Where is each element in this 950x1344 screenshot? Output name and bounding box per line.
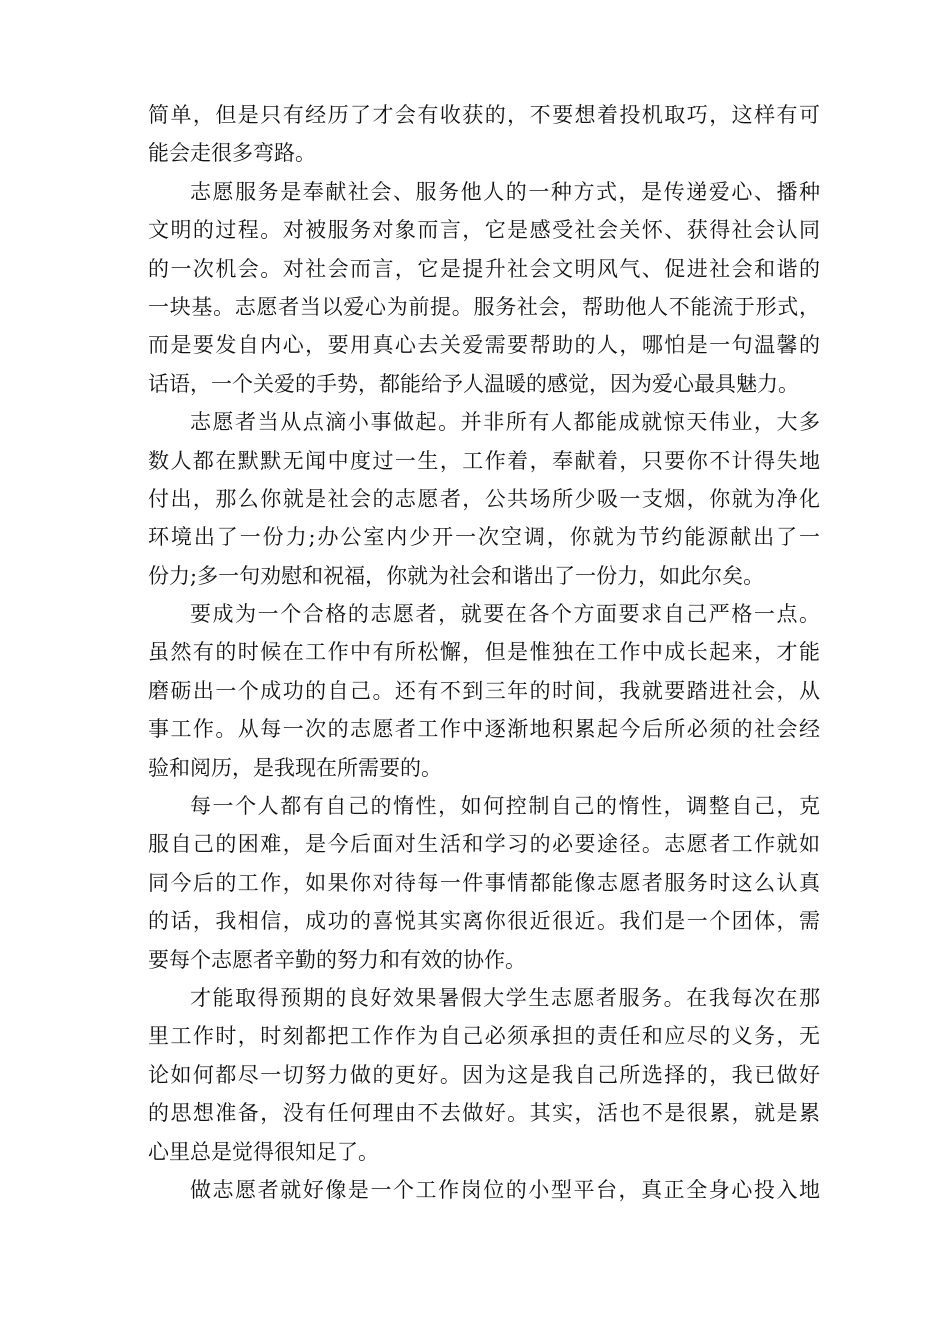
text-line: 话语，一个关爱的手势，都能给予人温暖的感觉，因为爱心最具魅力。 <box>148 371 799 396</box>
text-line: 能会走很多弯路。 <box>148 141 316 166</box>
text-line: 的话，我相信，成功的喜悦其实离你很近很近。我们是一个团体，需 <box>148 909 820 934</box>
text-line: 要每个志愿者辛勤的努力和有效的协作。 <box>148 947 526 972</box>
text-line: 才能取得预期的良好效果暑假大学生志愿者服务。在我每次在那 <box>190 985 820 1010</box>
text-line: 一块基。志愿者当以爱心为前提。服务社会，帮助他人不能流于形式， <box>148 294 820 319</box>
text-line: 的思想准备，没有任何理由不去做好。其实，活也不是很累，就是累 <box>148 1101 820 1126</box>
text-line: 每一个人都有自己的惰性，如何控制自己的惰性，调整自己，克 <box>190 794 820 819</box>
text-line: 环境出了一份力;办公室内少开一次空调，你就为节约能源献出了一 <box>148 525 820 550</box>
text-line: 志愿服务是奉献社会、服务他人的一种方式，是传递爱心、播种 <box>190 179 820 204</box>
text-line: 磨砺出一个成功的自己。还有不到三年的时间，我就要踏进社会，从 <box>148 678 820 703</box>
text-line: 事工作。从每一次的志愿者工作中逐渐地积累起今后所必须的社会经 <box>148 717 820 742</box>
paragraph <box>148 403 820 595</box>
paragraph <box>148 1171 820 1209</box>
text-line: 虽然有的时候在工作中有所松懈，但是惟独在工作中成长起来，才能 <box>148 640 820 665</box>
text-line: 文明的过程。对被服务对象而言，它是感受社会关怀、获得社会认同 <box>148 218 820 243</box>
paragraph <box>148 787 820 979</box>
text-line: 心里总是觉得很知足了。 <box>148 1139 379 1164</box>
text-line: 而是要发自内心，要用真心去关爱需要帮助的人，哪怕是一句温馨的 <box>148 333 820 358</box>
paragraph <box>148 595 820 787</box>
text-line: 的一次机会。对社会而言，它是提升社会文明风气、促进社会和谐的 <box>148 256 820 281</box>
paragraph <box>148 979 820 1171</box>
text-line: 里工作时，时刻都把工作作为自己必须承担的责任和应尽的义务，无 <box>148 1024 820 1049</box>
text-line: 简单，但是只有经历了才会有收获的，不要想着投机取巧，这样有可 <box>148 103 820 127</box>
text-line: 要成为一个合格的志愿者，就要在各个方面要求自己严格一点。 <box>190 602 820 627</box>
paragraph <box>148 96 820 173</box>
text-line: 数人都在默默无闻中度过一生，工作着，奉献着，只要你不计得失地 <box>148 448 820 473</box>
paragraph <box>148 173 820 403</box>
text-line: 份力;多一句劝慰和祝福，你就为社会和谐出了一份力，如此尔矣。 <box>148 563 765 588</box>
text-line: 付出，那么你就是社会的志愿者，公共场所少吸一支烟，你就为净化 <box>148 486 820 511</box>
text-line: 验和阅历，是我现在所需要的。 <box>148 755 442 780</box>
text-line: 志愿者当从点滴小事做起。并非所有人都能成就惊天伟业，大多 <box>190 410 820 435</box>
text-line: 服自己的困难，是今后面对生活和学习的必要途径。志愿者工作就如 <box>148 832 820 857</box>
text-line: 论如何都尽一切努力做的更好。因为这是我自己所选择的，我已做好 <box>148 1062 820 1087</box>
text-line: 同今后的工作，如果你对待每一件事情都能像志愿者服务时这么认真 <box>148 870 820 895</box>
text-line: 做志愿者就好像是一个工作岗位的小型平台，真正全身心投入地 <box>190 1177 820 1202</box>
document-body <box>148 96 820 1209</box>
